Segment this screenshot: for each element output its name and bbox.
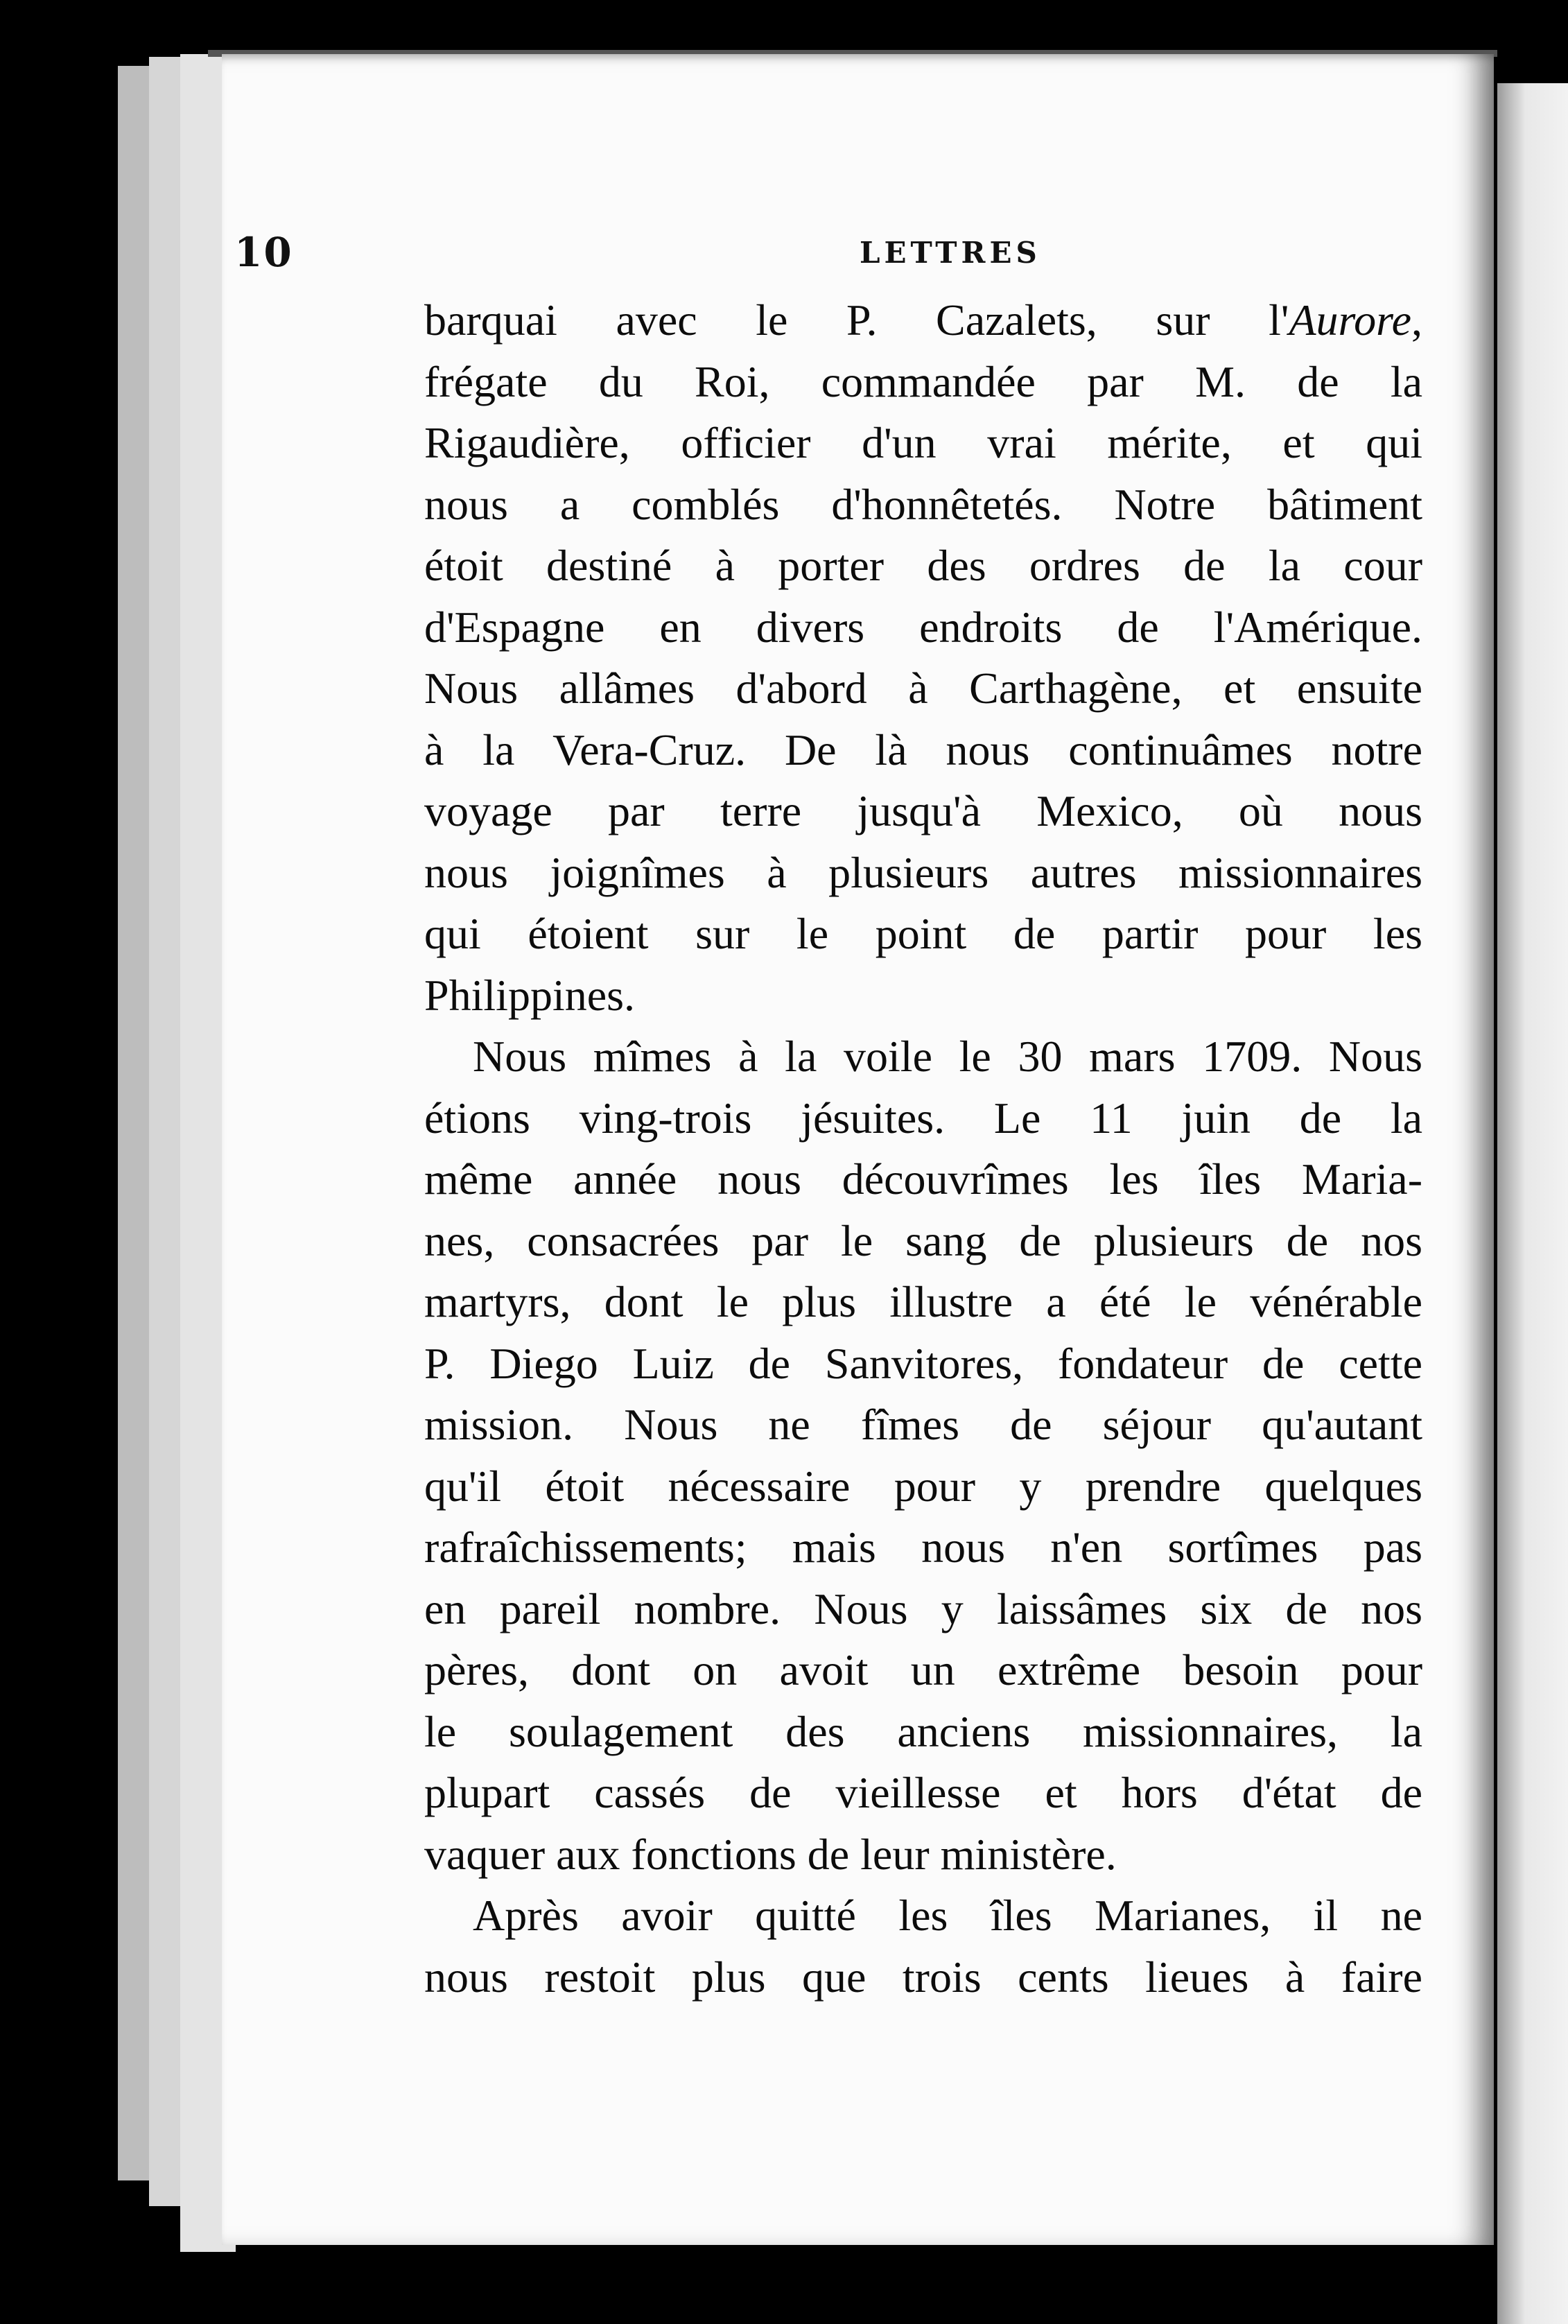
text-line: vaquer aux fonctions de leur ministère. [424, 1829, 1117, 1879]
text-line: nous a comblés d'honnêtetés. Notre bâtiment [424, 479, 1422, 529]
text-line: qui étoient sur le point de partir pour les [424, 909, 1422, 958]
text-line: Rigaudière, officier d'un vrai mérite, et qui [424, 418, 1422, 467]
text-line: même année nous découvrîmes les îles Maria- [424, 1154, 1422, 1204]
facing-page-edge [1497, 83, 1568, 2324]
text-line: le soulagement des anciens missionnaires, la [424, 1706, 1422, 1756]
text-line: frégate du Roi, commandée par M. de la [424, 356, 1422, 406]
text-line: barquai avec le P. Cazalets, sur l'Aurore, [424, 295, 1422, 345]
text-line: P. Diego Luiz de Sanvitores, fondateur de cette [424, 1338, 1422, 1388]
text-line: Après avoir quitté les îles Marianes, il ne [473, 1891, 1422, 1940]
italic-ship-name: Aurore [1289, 295, 1411, 345]
text-line: plupart cassés de vieillesse et hors d'état de [424, 1768, 1422, 1817]
text-line: martyrs, dont le plus illustre a été le vénérable [424, 1277, 1422, 1326]
running-head: LETTRES [860, 236, 1041, 270]
text-line: à la Vera-Cruz. De là nous continuâmes notre [424, 725, 1422, 774]
text-line: pères, dont on avoit un extrême besoin pour [424, 1645, 1422, 1694]
text-line: Nous mîmes à la voile le 30 mars 1709. Nous [473, 1032, 1422, 1081]
text-line: nous restoit plus que trois cents lieues à faire [424, 1952, 1422, 2002]
text-line: qu'il étoit nécessaire pour y prendre quelques [424, 1461, 1422, 1511]
body-text [424, 290, 1422, 2008]
text-line: nes, consacrées par le sang de plusieurs de nos [424, 1215, 1422, 1265]
text-line: nous joignîmes à plusieurs autres missionnaires [424, 847, 1422, 897]
text-line: en pareil nombre. Nous y laissâmes six de nos [424, 1584, 1422, 1633]
text-line: Philippines. [424, 970, 636, 1020]
text-line: Nous allâmes d'abord à Carthagène, et ensuite [424, 664, 1422, 713]
page-number: 10 [234, 229, 293, 276]
text-line: rafraîchissements; mais nous n'en sortîmes pas [424, 1523, 1422, 1572]
text-line: étoit destiné à porter des ordres de la cour [424, 541, 1422, 590]
text-line: d'Espagne en divers endroits de l'Amérique. [424, 602, 1422, 652]
text-line: étions ving-trois jésuites. Le 11 juin de la [424, 1093, 1422, 1143]
text-line: voyage par terre jusqu'à Mexico, où nous [424, 786, 1422, 835]
text-line: mission. Nous ne fîmes de séjour qu'autant [424, 1400, 1422, 1449]
